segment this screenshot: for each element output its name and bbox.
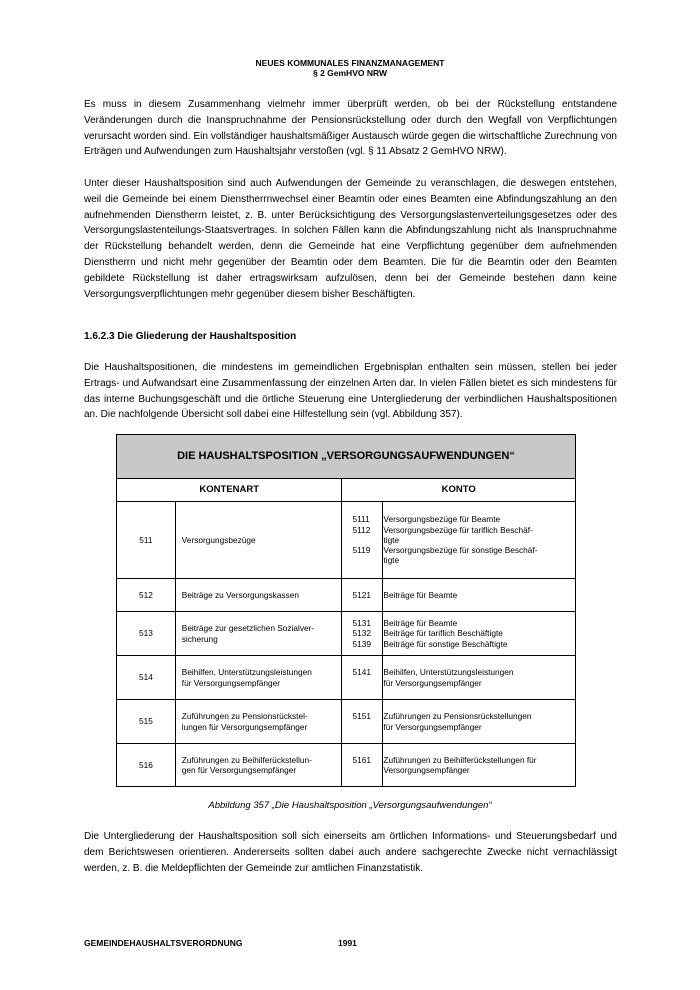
kontenart-name: Zuführungen zu Pensionsrückstel- lungen für Versorgungsempfänger xyxy=(175,700,342,744)
konto-code: 5112 xyxy=(352,524,371,535)
konto-codes xyxy=(342,612,383,656)
column-header-kontenart: KONTENART xyxy=(117,479,342,502)
konto-names xyxy=(383,700,576,744)
konto-name: Versorgungsempfänger xyxy=(383,765,470,775)
konto-name: tigte xyxy=(383,555,400,566)
paragraph-1: Es muss in diesem Zusammenhang vielmehr immer überprüft werden, ob bei der Rückstellung entstandene Veränderungen durch die Inanspruchnahme der Pensionsrückstellung oder durch den Wegfall von Verpflichtungen verursacht worden sind. Ein vollständiger haushaltsmäßiger Austausch würde gegen die wirtschaftliche Zurechnung von Erträgen und Aufwendungen zum Haushaltsjahr verstoßen (vgl. § 11 Absatz 2 GemHVO NRW). xyxy=(84,99,617,158)
konto-code: 5139 xyxy=(352,638,371,649)
page-header xyxy=(0,58,700,78)
konto-code xyxy=(352,678,382,688)
konto-name: Versorgungsbezüge für sonstige Beschäf- xyxy=(383,545,538,556)
konto-name: tigte xyxy=(383,534,400,545)
konto-name: Beiträge für Beamte xyxy=(383,618,458,629)
versorgung-table xyxy=(116,434,576,787)
konto-name: Zuführungen zu Beihilferückstellungen für xyxy=(383,754,537,765)
kontenart-code: 511 xyxy=(117,502,176,579)
konto-code: 5161 xyxy=(352,754,371,765)
konto-names xyxy=(383,579,576,612)
table-row xyxy=(117,744,576,787)
konto-code xyxy=(352,535,382,545)
paragraph-2: Unter dieser Haushaltsposition sind auch Aufwendungen der Gemeinde zu veranschlagen, die deswegen entstehen, weil die Gemeinde bei einem Dienstherrnwechsel einer Beamtin oder eines Beamten eine Abfindungszahlung an den aufnehmenden Dienstherrn leistet, z. B. unter Berücksichtigung des Versorgungslastenverteilungsgesetzes oder des Versorgungslastenteilungs-Staatsvertrages. In solchen Fällen kann die Abfindungszahlung nicht als Inanspruchnahme der Rückstellung behandelt werden, denn die Gemeinde hat eine Verpflichtung gegenüber dem aufnehmenden Dienstherrn und nicht mehr gegenüber der Beamtin oder dem Beamten. Die für die Beamtin oder den Beamten gebildete Rückstellung ist daher ertragswirksam aufzulösen, denn bei der Gemeinde bestehen dann keine Versorgungsverpflichtungen mehr gegenüber diesem bisher Beschäftigten. xyxy=(84,178,617,300)
konto-code xyxy=(352,765,382,775)
kontenart-name: Beiträge zu Versorgungskassen xyxy=(175,579,342,612)
konto-name: Beiträge für tariflich Beschäftigte xyxy=(383,628,503,639)
konto-codes xyxy=(342,700,383,744)
table-body xyxy=(117,502,576,787)
figure-caption: Abbildung 357 „Die Haushaltsposition „Versorgungsaufwendungen“ xyxy=(208,800,492,811)
header-subtitle: § 2 GemHVO NRW xyxy=(312,68,387,78)
konto-names xyxy=(383,502,576,579)
konto-code xyxy=(352,555,382,565)
paragraph-4: Die Untergliederung der Haushaltsposition soll sich einerseits am örtlichen Informations- und Steuerungsbedarf und dem Berichtswesen orientieren. Andererseits sollten dabei auch andere sachgerechte Zwecke nicht vernachlässigt werden, z. B. die Meldepflichten der Gemeinde zur amtlichen Finanzstatistik. xyxy=(84,831,617,874)
kontenart-code: 512 xyxy=(117,579,176,612)
konto-code: 5151 xyxy=(352,711,371,722)
kontenart-code: 514 xyxy=(117,656,176,700)
section-heading: 1.6.2.3 Die Gliederung der Haushaltsposition xyxy=(84,331,297,342)
header-title: NEUES KOMMUNALES FINANZMANAGEMENT xyxy=(255,58,445,68)
konto-codes xyxy=(342,656,383,700)
konto-name: Beiträge für Beamte xyxy=(383,589,458,600)
konto-name: Zuführungen zu Pensionsrückstellungen xyxy=(383,711,532,722)
konto-code: 5111 xyxy=(352,514,370,525)
footer-title: GEMEINDEHAUSHALTSVERORDNUNG xyxy=(84,938,243,948)
kontenart-code: 515 xyxy=(117,700,176,744)
column-header-konto: KONTO xyxy=(342,479,576,502)
kontenart-name: Beiträge zur gesetzlichen Sozialver- sicherung xyxy=(175,612,342,656)
konto-code: 5119 xyxy=(352,545,371,556)
table-title: DIE HAUSHALTSPOSITION „VERSORGUNGSAUFWENDUNGEN“ xyxy=(117,435,576,479)
konto-code: 5141 xyxy=(352,667,371,678)
table-row xyxy=(117,579,576,612)
konto-codes xyxy=(342,579,383,612)
konto-code: 5121 xyxy=(352,589,371,600)
kontenart-name: Beihilfen, Unterstützungsleistungen für Versorgungsempfänger xyxy=(175,656,342,700)
footer-page-number: 1991 xyxy=(338,938,357,948)
konto-code xyxy=(352,722,382,732)
table-row xyxy=(117,700,576,744)
konto-names xyxy=(383,612,576,656)
konto-name: für Versorgungsempfänger xyxy=(383,721,482,732)
kontenart-code: 513 xyxy=(117,612,176,656)
konto-name: Beihilfen, Unterstützungsleistungen xyxy=(383,667,514,678)
konto-codes xyxy=(342,502,383,579)
kontenart-name: Zuführungen zu Beihilferückstellun- gen für Versorgungsempfänger xyxy=(175,744,342,787)
kontenart-name: Versorgungsbezüge xyxy=(175,502,342,579)
konto-code: 5131 xyxy=(352,618,371,629)
konto-names xyxy=(383,744,576,787)
paragraph-3: Die Haushaltspositionen, die mindestens im gemeindlichen Ergebnisplan enthalten sein müssen, stellen bei jeder Ertrags- und Aufwandsart eine Zusammenfassung der einzelnen Arten dar. In vielen Fällen bietet es sich mindestens für das interne Buchungsgeschäft und die örtliche Steuerung eine Untergliederung der verbindlichen Haushaltspositionen an. Die nachfolgende Übersicht soll dabei eine Hilfestellung sein (vgl. Abbildung 357). xyxy=(84,362,617,421)
konto-codes xyxy=(342,744,383,787)
konto-name: für Versorgungsempfänger xyxy=(383,677,482,688)
kontenart-code: 516 xyxy=(117,744,176,787)
konto-name: Beiträge für sonstige Beschäftigte xyxy=(383,638,508,649)
table-row xyxy=(117,656,576,700)
table-row xyxy=(117,502,576,579)
konto-name: Versorgungsbezüge für tariflich Beschäf- xyxy=(383,524,533,535)
konto-name: Versorgungsbezüge für Beamte xyxy=(383,514,501,525)
konto-names xyxy=(383,656,576,700)
konto-code: 5132 xyxy=(352,628,371,639)
table-row xyxy=(117,612,576,656)
